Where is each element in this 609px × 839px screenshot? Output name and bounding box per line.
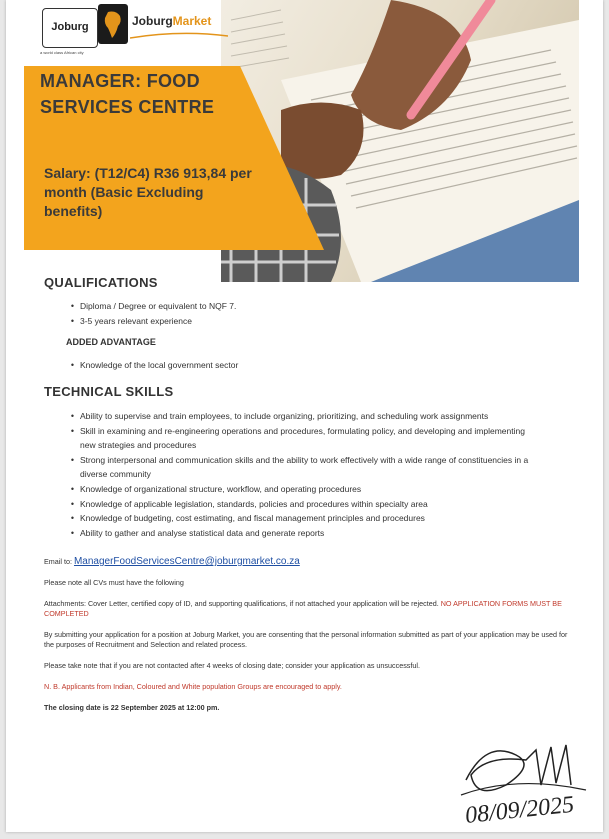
market-logo-text [132,14,211,28]
technical-skills-heading: TECHNICAL SKILLS [44,384,174,399]
logo-swoosh-icon [130,32,228,40]
added-advantage-heading: ADDED ADVANTAGE [66,337,156,347]
list-item: • Strong interpersonal and communication skills and the ability to work effectively with a wide range of constituencies in a diverse community [80,453,540,482]
list-item: • 3-5 years relevant experience [80,314,580,329]
cv-note: Please note all CVs must have the following [44,578,184,587]
list-item: • Ability to gather and analyse statistical data and generate reports [80,526,540,541]
email-line [44,557,564,567]
email-link[interactable]: ManagerFoodServicesCentre@joburgmarket.co.za [73,556,300,567]
list-item: • Diploma / Degree or equivalent to NQF 7. [80,299,580,314]
job-title: MANAGER: FOOD SERVICES CENTRE [40,71,215,117]
qualifications-heading: QUALIFICATIONS [44,275,158,290]
salary: Salary: (T12/C4) R36 913,84 per month (Basic Excluding benefits) [44,165,252,219]
market-logo-part1: Joburg [132,14,173,28]
list-item: • Knowledge of organizational structure, workflow, and operating procedures [80,482,540,497]
list-item: • Knowledge of budgeting, cost estimating, and fiscal management principles and procedures [80,511,540,526]
market-logo-part2: Market [172,14,212,28]
added-advantage-list [64,358,580,373]
consent-note: By submitting your application for a position at Joburg Market, you are consenting that the personal information submitted as part of your application may be used for the purposes of Recruitment and Selection and related process. [44,630,568,649]
list-item: • Skill in examining and re-engineering operations and procedures, formulating policy, and developing and implementing new strategies and procedures [80,424,540,453]
list-item: • Knowledge of applicable legislation, standards, policies and procedures within specialty area [80,497,540,512]
email-label: Email to: [44,557,72,566]
closing-date: The closing date is 22 September 2025 at 12:00 pm. [44,703,220,712]
attachments-note [44,599,569,619]
attachments-text: Attachments: Cover Letter, certified copy of ID, and supporting qualifications, if not attached your application will be rejected. [44,599,439,608]
list-item: • Ability to supervise and train employees, to include organizing, prioritizing, and scheduling work assignments [80,409,540,424]
africa-map-icon [98,4,128,44]
signature-date: 08/09/2025 [463,791,576,829]
technical-skills-list [64,409,540,540]
qualifications-list [64,299,580,328]
attachments-warning: NO APPLICATION FORMS MUST BE COMPLETED [44,599,562,618]
joburg-logo: Joburg [42,8,98,48]
job-advert-page [6,0,603,832]
not-contacted-note: Please take note that if you are not contacted after 4 weeks of closing date; consider your application as unsuccessful. [44,661,420,670]
nb-note: N. B. Applicants from Indian, Coloured and White population Groups are encouraged to apply. [44,682,342,691]
joburg-market-logo [98,2,228,46]
joburg-tagline: a world class African city [40,50,84,55]
list-item: • Knowledge of the local government sector [80,358,580,373]
signature [446,735,596,830]
